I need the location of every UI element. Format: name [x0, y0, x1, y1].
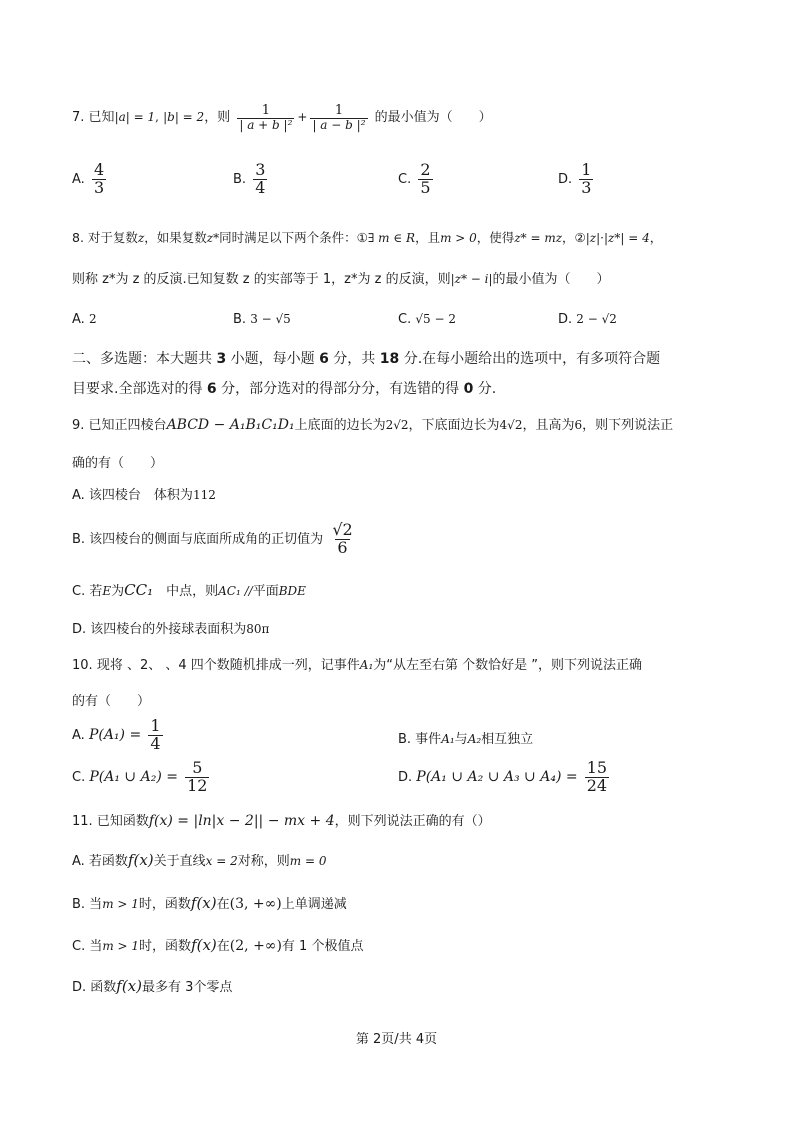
q11-option-b: B. 当m > 1时，函数f(x)在(3, +∞)上单调递减: [72, 894, 347, 912]
q7-plus: +: [297, 110, 308, 125]
q8-option-d: D. 2 − √2: [558, 312, 617, 327]
q10-option-b: B. 事件A₁与A₂相互独立: [398, 732, 534, 747]
q8-option-a: A. 2: [72, 312, 97, 327]
page-footer: 第 2页/共 4页: [355, 1032, 438, 1047]
q8-option-b: B. 3 − √5: [233, 312, 291, 327]
q8-option-c: C. √5 − 2: [398, 312, 456, 327]
q9-option-d: D. 该四棱台的外接球表面积为80π: [72, 622, 270, 637]
q7-text-pre: 已知: [88, 110, 115, 126]
q10-option-a: A. P(A₁) = $\frac{1}{4}$: [72, 716, 161, 753]
q7-text-mid: ，则: [204, 110, 231, 126]
q7-fraction-1: $\frac{1}{\text{| a + b |²}}$: [239, 103, 293, 132]
q8-stem-line-2: 则称 z*为 z 的反演.已知复数 z 的实部等于 1，z*为 z 的反演，则|z* − i|的最小值为（ ）: [72, 272, 610, 287]
q7-number: 7.: [72, 110, 85, 126]
q9-option-a: A. 该四棱台 体积为112: [72, 488, 216, 503]
q7-stem: 7. 已知|a| = 1, |b| = 2，则 $\frac{1}{\text{| a + b |²}}$ + $\frac{1}{\text{| a − b |²}}$ 的最小值为（ ）: [72, 103, 492, 132]
q9-option-c: C. 若E为CC₁ 中点，则AC₁ //平面BDE: [72, 581, 306, 599]
q11-option-a: A. 若函数f(x)关于直线x = 2对称，则m = 0: [72, 851, 327, 869]
q10-option-d: D. P(A₁ ∪ A₂ ∪ A₃ ∪ A₄) = $\frac{15}{24}$: [398, 758, 608, 795]
q7-text-post: 的最小值为（ ）: [374, 110, 492, 126]
q9-stem-line-2: 确的有（ ）: [72, 456, 164, 471]
q10-stem-line-1: 10. 现将 、2、 、4 四个数随机排成一列，记事件A₁为“从左至右第 个数恰好是 ”，则下列说法正确: [72, 658, 643, 673]
q7-option-b: B. $\frac{3}{4}$: [233, 160, 266, 197]
q7-cond-b: |b| = 2: [163, 110, 205, 125]
q9-stem-line-1: 9. 已知正四棱台ABCD − A₁B₁C₁D₁上底面的边长为2√2，下底面边长为4√2，且高为6，则下列说法正: [72, 417, 674, 433]
q11-stem: 11. 已知函数f(x) = |ln|x − 2|| − mx + 4，则下列说法正确的有（）: [72, 813, 491, 829]
q7-fraction-2: $\frac{1}{\text{| a − b |²}}$: [312, 103, 366, 132]
q11-option-d: D. 函数f(x)最多有 3个零点: [72, 977, 233, 995]
q10-stem-line-2: 的有（ ）: [72, 694, 151, 709]
q9-option-b: B. 该四棱台的侧面与底面所成角的正切值为 $\frac{√2}{6}$: [72, 520, 353, 557]
q7-option-d: D. $\frac{1}{3}$: [558, 160, 592, 197]
q11-option-c: C. 当m > 1时，函数f(x)在(2, +∞)有 1 个极值点: [72, 936, 364, 954]
q7-cond-a: |a| = 1: [114, 110, 156, 125]
q10-option-c: C. P(A₁ ∪ A₂) = $\frac{5}{12}$: [72, 758, 208, 795]
q7-option-a: A. $\frac{4}{3}$: [72, 160, 105, 197]
section-2-heading-line-2: 目要求.全部选对的得 6 分，部分选对的得部分分，有选错的得 0 分.: [72, 381, 497, 397]
section-2-heading-line-1: 二、多选题：本大题共 3 小题，每小题 6 分，共 18 分.在每小题给出的选项中，有多项符合题: [72, 351, 661, 367]
q8-stem-line-1: 8. 对于复数z，如果复数z*同时满足以下两个条件：①∃ m ∈ R，且m > 0，使得z* = mz，②|z|·|z*| = 4，: [72, 230, 663, 245]
q7-option-c: C. $\frac{2}{5}$: [398, 160, 431, 197]
